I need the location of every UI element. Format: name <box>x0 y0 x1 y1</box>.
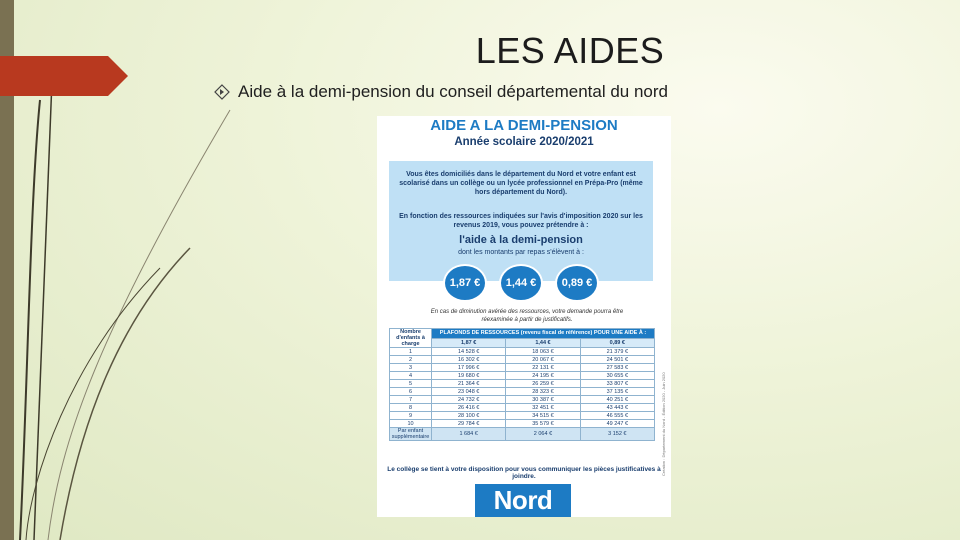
amount-circle: 0,89 € <box>555 264 599 302</box>
ceiling-cell: 29 784 € <box>432 420 506 428</box>
table-row-extra <box>390 428 655 441</box>
ceiling-cell: 24 501 € <box>580 356 654 364</box>
children-count-cell: 9 <box>390 412 432 420</box>
table-row <box>390 396 655 404</box>
slide-title: LES AIDES <box>475 30 665 71</box>
bullet-text: Aide à la demi-pension du conseil départemental du nord <box>238 82 668 101</box>
ceiling-cell: 16 302 € <box>432 356 506 364</box>
children-count-cell: 1 <box>390 348 432 356</box>
amount-header: 1,87 € <box>432 338 506 348</box>
table-row <box>390 412 655 420</box>
ceiling-cell: 18 063 € <box>506 348 580 356</box>
ceiling-cell: 32 451 € <box>506 404 580 412</box>
diamond-arrow-icon <box>214 84 230 100</box>
ceiling-cell: 33 807 € <box>580 380 654 388</box>
poster-aid-name: l'aide à la demi-pension <box>459 234 583 246</box>
ceiling-cell: 20 067 € <box>506 356 580 364</box>
ceiling-cell: 14 528 € <box>432 348 506 356</box>
table-row <box>390 356 655 364</box>
children-count-cell: 8 <box>390 404 432 412</box>
table-row <box>390 348 655 356</box>
ceiling-cell: 46 555 € <box>580 412 654 420</box>
ceiling-cell: 43 443 € <box>580 404 654 412</box>
amount-circles <box>377 264 671 304</box>
poster-note: En cas de diminution avérée des ressources, votre demande pourra être réexaminée à partir de justificatifs. <box>430 309 624 323</box>
poster-image <box>377 116 671 517</box>
poster-footer: Le collège se tient à votre disposition pour vous communiquer les pièces justificatives à joindre. <box>387 466 661 480</box>
poster-resources: En fonction des ressources indiquées sur l'avis d'imposition 2020 sur les revenus 2019, vous pouvez prétendre à : <box>399 213 643 229</box>
amount-header: 1,44 € <box>506 338 580 348</box>
table-body <box>390 348 655 441</box>
amount-header: 0,89 € <box>580 338 654 348</box>
table-row <box>390 388 655 396</box>
ceiling-cell: 40 251 € <box>580 396 654 404</box>
ceiling-cell: 21 379 € <box>580 348 654 356</box>
ceiling-cell: 49 247 € <box>580 420 654 428</box>
children-count-cell: 6 <box>390 388 432 396</box>
ceiling-cell: 28 100 € <box>432 412 506 420</box>
poster-intro: Vous êtes domiciliés dans le département du Nord et votre enfant est scolarisé dans un collège ou un lycée professionnel en Prépa-Pro (même hors département du Nord). <box>399 171 643 196</box>
bullet-item <box>214 82 668 102</box>
extra-label-cell: Par enfant supplémentaire <box>390 428 432 441</box>
children-count-cell: 3 <box>390 364 432 372</box>
poster-credit: Création : Département du Nord - Édition 2020 - Juin 2020 <box>661 372 666 476</box>
children-count-cell: 7 <box>390 396 432 404</box>
col-children-header: Nombre d'enfants à charge <box>390 329 432 348</box>
ceiling-cell: 27 583 € <box>580 364 654 372</box>
ceiling-cell: 24 732 € <box>432 396 506 404</box>
children-count-cell: 10 <box>390 420 432 428</box>
ceilings-table <box>389 328 655 441</box>
children-count-cell: 2 <box>390 356 432 364</box>
ceiling-cell: 24 195 € <box>506 372 580 380</box>
amount-circle: 1,44 € <box>499 264 543 302</box>
poster-title: AIDE A LA DEMI-PENSION <box>430 117 618 134</box>
table-row <box>390 364 655 372</box>
ceiling-cell: 21 364 € <box>432 380 506 388</box>
ceiling-cell: 26 259 € <box>506 380 580 388</box>
ceiling-cell: 22 131 € <box>506 364 580 372</box>
ceiling-cell: 30 387 € <box>506 396 580 404</box>
table-row <box>390 372 655 380</box>
poster-amounts-intro: dont les montants par repas s'élèvent à : <box>458 249 584 256</box>
children-count-cell: 5 <box>390 380 432 388</box>
ceiling-cell: 19 680 € <box>432 372 506 380</box>
table-row <box>390 420 655 428</box>
ceiling-cell: 30 655 € <box>580 372 654 380</box>
ceiling-cell: 34 515 € <box>506 412 580 420</box>
title-accent-tab <box>0 56 128 96</box>
ceiling-cell: 35 579 € <box>506 420 580 428</box>
children-count-cell: 4 <box>390 372 432 380</box>
ceiling-cell: 37 135 € <box>580 388 654 396</box>
ceiling-cell: 26 416 € <box>432 404 506 412</box>
nord-logo: Nord <box>475 484 571 517</box>
poster-subtitle: Année scolaire 2020/2021 <box>454 136 594 148</box>
col-ceilings-header: PLAFONDS DE RESSOURCES (revenu fiscal de référence) POUR UNE AIDE À : <box>432 329 655 339</box>
table-row <box>390 404 655 412</box>
amount-circle: 1,87 € <box>443 264 487 302</box>
ceiling-cell: 23 048 € <box>432 388 506 396</box>
ceiling-cell: 17 996 € <box>432 364 506 372</box>
extra-value-cell: 3 152 € <box>580 428 654 441</box>
extra-value-cell: 1 684 € <box>432 428 506 441</box>
ceiling-cell: 28 323 € <box>506 388 580 396</box>
table-row <box>390 380 655 388</box>
extra-value-cell: 2 064 € <box>506 428 580 441</box>
